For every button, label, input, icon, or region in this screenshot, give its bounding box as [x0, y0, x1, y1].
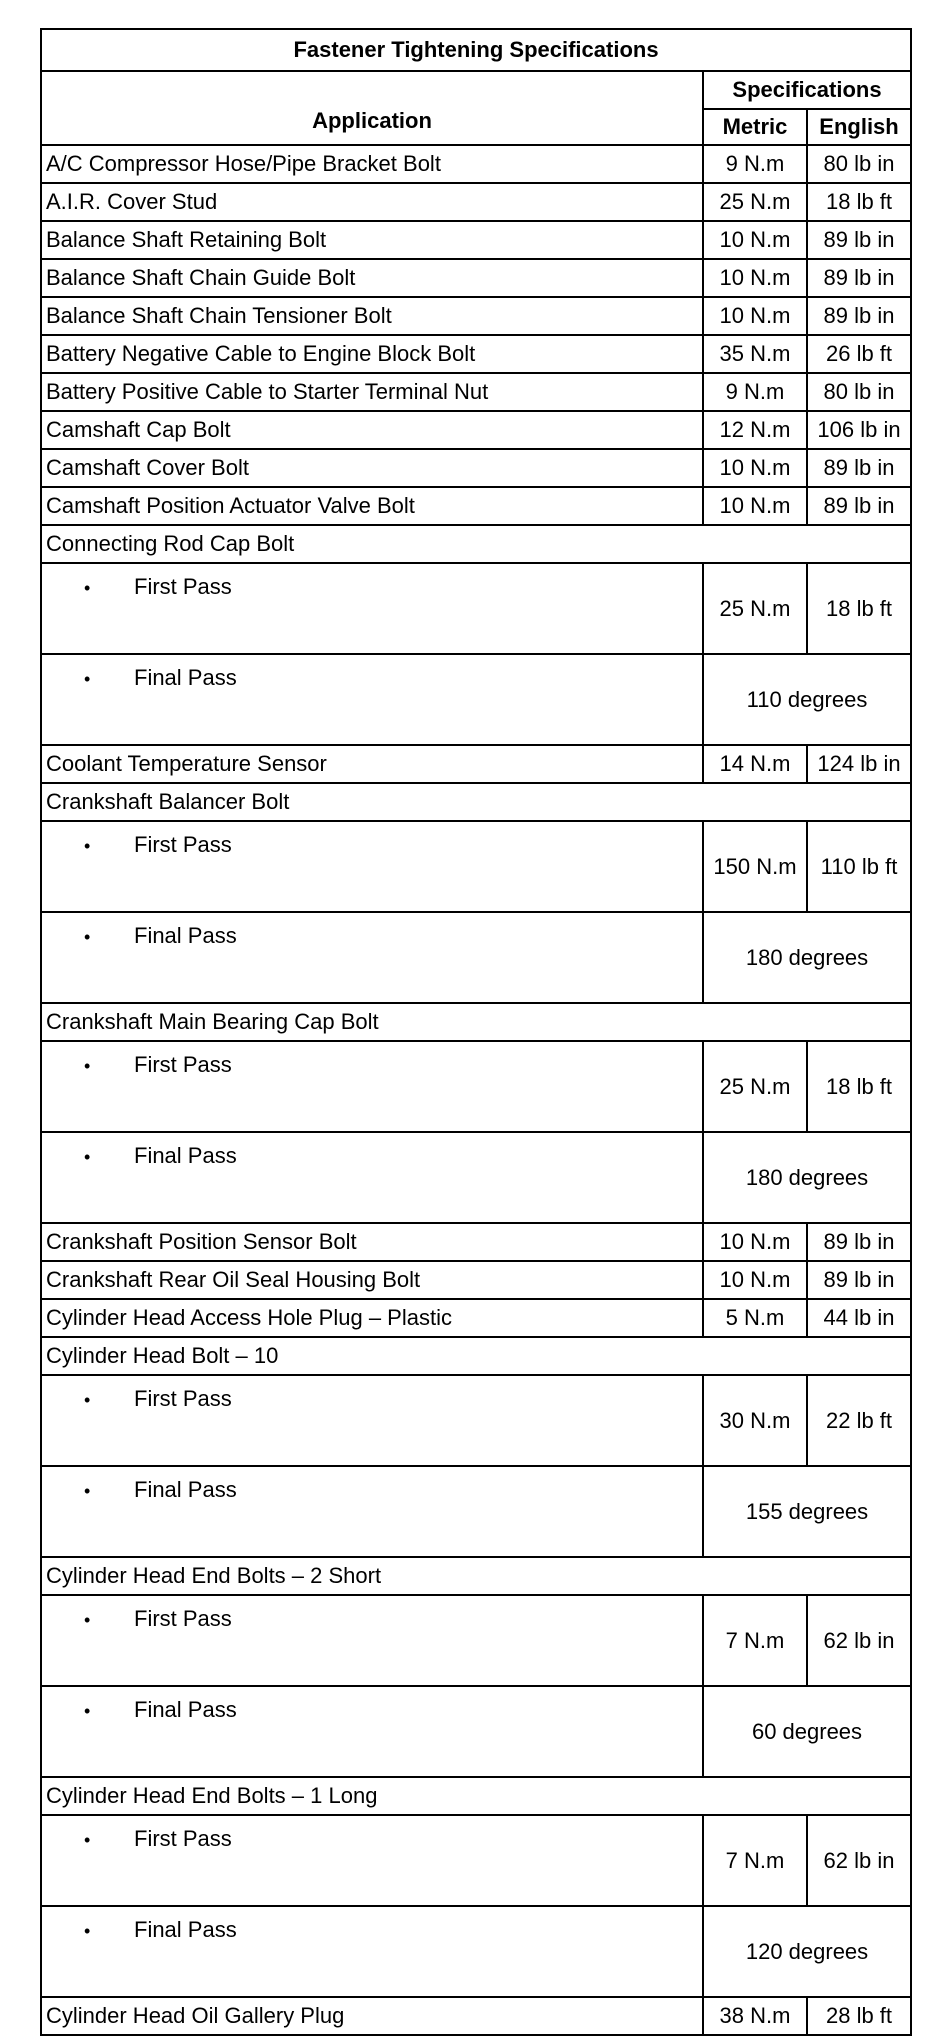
- group-heading-row: [41, 1557, 911, 1595]
- application-cell: A.I.R. Cover Stud: [41, 183, 703, 221]
- metric-cell: 14 N.m: [703, 745, 807, 783]
- english-cell: 62 lb in: [807, 1815, 911, 1906]
- english-cell: 62 lb in: [807, 1595, 911, 1686]
- specifications-header: Specifications: [703, 71, 911, 109]
- bullet-icon: •: [84, 1701, 91, 1721]
- english-cell: 80 lb in: [807, 373, 911, 411]
- bullet-icon: •: [84, 836, 91, 856]
- sub-step-row: [41, 1815, 911, 1906]
- step-label: First Pass: [134, 574, 232, 599]
- group-heading-cell: Connecting Rod Cap Bolt: [41, 525, 911, 563]
- sub-step-row: [41, 821, 911, 912]
- application-cell: A/C Compressor Hose/Pipe Bracket Bolt: [41, 145, 703, 183]
- group-heading-cell: Cylinder Head End Bolts – 2 Short: [41, 1557, 911, 1595]
- table-row: [41, 297, 911, 335]
- metric-cell: 150 N.m: [703, 821, 807, 912]
- step-label: First Pass: [134, 1826, 232, 1851]
- metric-cell: 38 N.m: [703, 1997, 807, 2035]
- metric-cell: 5 N.m: [703, 1299, 807, 1337]
- angle-cell: 180 degrees: [703, 1132, 911, 1223]
- table-row: [41, 221, 911, 259]
- table-row: [41, 145, 911, 183]
- step-label-cell: [41, 821, 703, 912]
- english-cell: 110 lb ft: [807, 821, 911, 912]
- table-row: [41, 487, 911, 525]
- step-label-cell: [41, 1686, 703, 1777]
- metric-cell: 25 N.m: [703, 183, 807, 221]
- group-heading-cell: Crankshaft Main Bearing Cap Bolt: [41, 1003, 911, 1041]
- bullet-icon: •: [84, 1481, 91, 1501]
- table-title: Fastener Tightening Specifications: [41, 29, 911, 71]
- english-cell: 22 lb ft: [807, 1375, 911, 1466]
- metric-cell: 30 N.m: [703, 1375, 807, 1466]
- bullet-icon: •: [84, 1390, 91, 1410]
- spec-rows: [41, 145, 911, 2035]
- bullet-icon: •: [84, 1921, 91, 1941]
- step-label: First Pass: [134, 1386, 232, 1411]
- english-cell: 106 lb in: [807, 411, 911, 449]
- english-cell: 89 lb in: [807, 259, 911, 297]
- angle-cell: 110 degrees: [703, 654, 911, 745]
- english-cell: 124 lb in: [807, 745, 911, 783]
- group-heading-row: [41, 783, 911, 821]
- group-heading-row: [41, 1003, 911, 1041]
- metric-cell: 12 N.m: [703, 411, 807, 449]
- metric-header: Metric: [703, 109, 807, 145]
- step-label-cell: [41, 912, 703, 1003]
- step-label: Final Pass: [134, 1697, 237, 1722]
- metric-cell: 7 N.m: [703, 1595, 807, 1686]
- metric-cell: 10 N.m: [703, 259, 807, 297]
- sub-step-row: [41, 1132, 911, 1223]
- metric-cell: 10 N.m: [703, 221, 807, 259]
- english-cell: 80 lb in: [807, 145, 911, 183]
- metric-cell: 10 N.m: [703, 449, 807, 487]
- step-label-cell: [41, 1132, 703, 1223]
- step-label-cell: [41, 563, 703, 654]
- metric-cell: 25 N.m: [703, 1041, 807, 1132]
- metric-cell: 9 N.m: [703, 145, 807, 183]
- metric-cell: 10 N.m: [703, 297, 807, 335]
- application-cell: Camshaft Cover Bolt: [41, 449, 703, 487]
- application-cell: Balance Shaft Retaining Bolt: [41, 221, 703, 259]
- bullet-icon: •: [84, 1147, 91, 1167]
- table-row: [41, 1223, 911, 1261]
- application-cell: Coolant Temperature Sensor: [41, 745, 703, 783]
- english-cell: 28 lb ft: [807, 1997, 911, 2035]
- application-cell: Cylinder Head Oil Gallery Plug: [41, 1997, 703, 2035]
- bullet-icon: •: [84, 1056, 91, 1076]
- table-row: [41, 1997, 911, 2035]
- table-row: [41, 1299, 911, 1337]
- sub-step-row: [41, 654, 911, 745]
- table-row: [41, 745, 911, 783]
- metric-cell: 10 N.m: [703, 1223, 807, 1261]
- group-heading-row: [41, 1777, 911, 1815]
- group-heading-cell: Cylinder Head End Bolts – 1 Long: [41, 1777, 911, 1815]
- bullet-icon: •: [84, 1830, 91, 1850]
- application-cell: Camshaft Position Actuator Valve Bolt: [41, 487, 703, 525]
- group-heading-cell: Cylinder Head Bolt – 10: [41, 1337, 911, 1375]
- english-cell: 89 lb in: [807, 449, 911, 487]
- bullet-icon: •: [84, 578, 91, 598]
- english-cell: 26 lb ft: [807, 335, 911, 373]
- angle-cell: 180 degrees: [703, 912, 911, 1003]
- table-row: [41, 1261, 911, 1299]
- group-heading-cell: Crankshaft Balancer Bolt: [41, 783, 911, 821]
- english-header: English: [807, 109, 911, 145]
- sub-step-row: [41, 1686, 911, 1777]
- angle-cell: 155 degrees: [703, 1466, 911, 1557]
- metric-cell: 35 N.m: [703, 335, 807, 373]
- application-header: Application: [41, 71, 703, 145]
- table-row: [41, 183, 911, 221]
- group-heading-row: [41, 1337, 911, 1375]
- application-cell: Crankshaft Position Sensor Bolt: [41, 1223, 703, 1261]
- step-label-cell: [41, 1375, 703, 1466]
- application-cell: Cylinder Head Access Hole Plug – Plastic: [41, 1299, 703, 1337]
- application-cell: Crankshaft Rear Oil Seal Housing Bolt: [41, 1261, 703, 1299]
- sub-step-row: [41, 1466, 911, 1557]
- application-cell: Balance Shaft Chain Tensioner Bolt: [41, 297, 703, 335]
- english-cell: 89 lb in: [807, 1223, 911, 1261]
- english-cell: 18 lb ft: [807, 1041, 911, 1132]
- step-label: First Pass: [134, 1052, 232, 1077]
- english-cell: 18 lb ft: [807, 183, 911, 221]
- sub-step-row: [41, 1595, 911, 1686]
- step-label-cell: [41, 1906, 703, 1997]
- sub-step-row: [41, 1041, 911, 1132]
- table-row: [41, 449, 911, 487]
- english-cell: 89 lb in: [807, 487, 911, 525]
- step-label-cell: [41, 654, 703, 745]
- step-label-cell: [41, 1466, 703, 1557]
- fastener-spec-table: [40, 28, 912, 2036]
- step-label: Final Pass: [134, 1477, 237, 1502]
- sub-step-row: [41, 563, 911, 654]
- metric-cell: 25 N.m: [703, 563, 807, 654]
- english-cell: 89 lb in: [807, 297, 911, 335]
- table-row: [41, 373, 911, 411]
- application-cell: Battery Positive Cable to Starter Terminal Nut: [41, 373, 703, 411]
- application-cell: Camshaft Cap Bolt: [41, 411, 703, 449]
- step-label-cell: [41, 1815, 703, 1906]
- metric-cell: 10 N.m: [703, 487, 807, 525]
- step-label-cell: [41, 1595, 703, 1686]
- application-cell: Balance Shaft Chain Guide Bolt: [41, 259, 703, 297]
- bullet-icon: •: [84, 669, 91, 689]
- table-row: [41, 411, 911, 449]
- group-heading-row: [41, 525, 911, 563]
- step-label: First Pass: [134, 832, 232, 857]
- step-label: Final Pass: [134, 665, 237, 690]
- sub-step-row: [41, 1375, 911, 1466]
- angle-cell: 120 degrees: [703, 1906, 911, 1997]
- step-label: Final Pass: [134, 923, 237, 948]
- sub-step-row: [41, 1906, 911, 1997]
- application-cell: Battery Negative Cable to Engine Block Bolt: [41, 335, 703, 373]
- sub-step-row: [41, 912, 911, 1003]
- step-label: Final Pass: [134, 1143, 237, 1168]
- metric-cell: 10 N.m: [703, 1261, 807, 1299]
- english-cell: 89 lb in: [807, 1261, 911, 1299]
- table-row: [41, 259, 911, 297]
- angle-cell: 60 degrees: [703, 1686, 911, 1777]
- bullet-icon: •: [84, 1610, 91, 1630]
- table-row: [41, 335, 911, 373]
- step-label: Final Pass: [134, 1917, 237, 1942]
- english-cell: 18 lb ft: [807, 563, 911, 654]
- step-label-cell: [41, 1041, 703, 1132]
- bullet-icon: •: [84, 927, 91, 947]
- metric-cell: 7 N.m: [703, 1815, 807, 1906]
- metric-cell: 9 N.m: [703, 373, 807, 411]
- english-cell: 44 lb in: [807, 1299, 911, 1337]
- step-label: First Pass: [134, 1606, 232, 1631]
- english-cell: 89 lb in: [807, 221, 911, 259]
